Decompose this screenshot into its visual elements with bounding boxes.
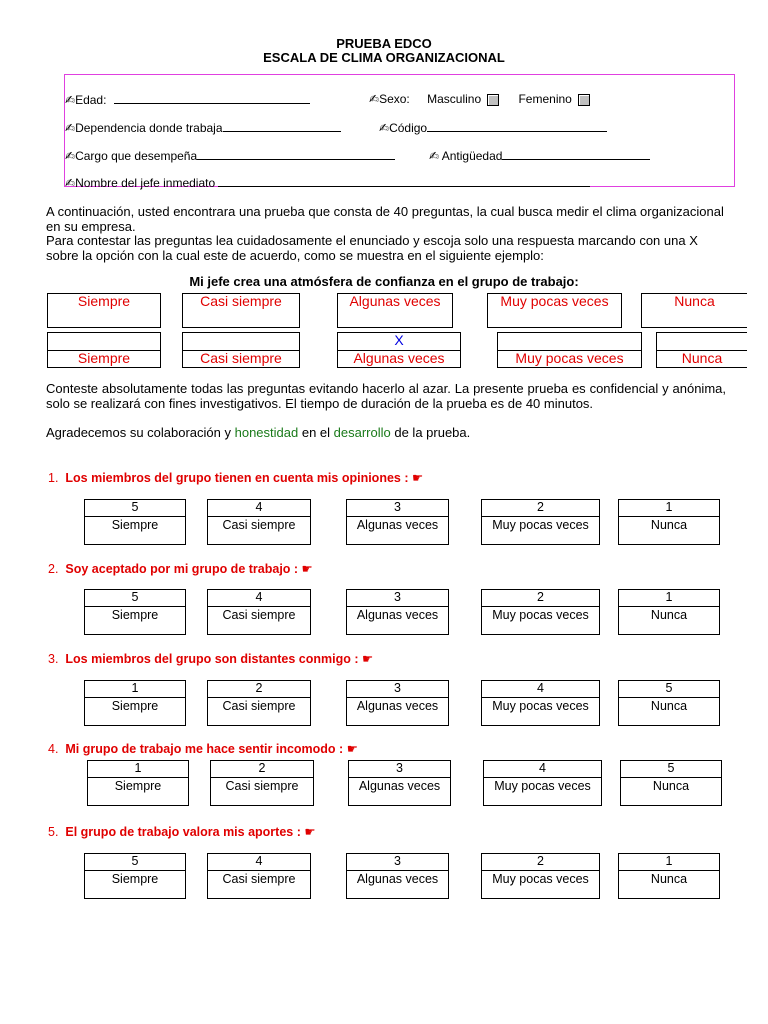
score-number: 4 — [484, 761, 601, 778]
pointing-hand-icon: ☛ — [304, 825, 316, 839]
question-5-option-nunca[interactable] — [618, 853, 720, 899]
score-number: 5 — [85, 590, 185, 607]
codigo-input[interactable] — [427, 120, 607, 132]
example2-option-siempre: Siempre — [47, 332, 161, 368]
question-3-title: 3. Los miembros del grupo son distantes conmigo : ☛ — [48, 652, 374, 666]
question-3-option-algunas-veces[interactable] — [346, 680, 449, 726]
pen-icon: ✍ — [65, 176, 76, 190]
pointing-hand-icon: ☛ — [301, 562, 313, 576]
score-number: 4 — [208, 590, 310, 607]
example-option-siempre: Siempre — [47, 293, 161, 328]
question-1-option-muy-pocas-veces[interactable] — [481, 499, 600, 545]
test-title: PRUEBA EDCO — [336, 36, 432, 51]
option-label: Nunca — [650, 608, 688, 622]
score-number: 1 — [85, 681, 185, 698]
score-number: 2 — [482, 500, 599, 517]
score-number: 4 — [208, 500, 310, 517]
question-4-option-nunca[interactable] — [620, 760, 722, 806]
score-number: 5 — [621, 761, 721, 778]
example-option-nunca: Nunca — [641, 293, 747, 328]
masculino-checkbox[interactable] — [487, 94, 499, 106]
example-option-muy-pocas-veces: Muy pocas veces — [487, 293, 622, 328]
option-label: Casi siempre — [222, 699, 296, 713]
option-label: Algunas veces — [356, 608, 439, 622]
option-label: Siempre — [111, 699, 159, 713]
option-label: Casi siempre — [222, 872, 296, 886]
score-number: 1 — [619, 590, 719, 607]
question-3-option-siempre[interactable] — [84, 680, 186, 726]
instructions-paragraph: Conteste absolutamente todas las preguntas evitando hacerlo al azar. La presente prueba es confidencial y anónima, solo se realizará con fines investigativos. El tiempo de duración de la prueba es de 40 minutos. — [46, 381, 726, 411]
pointing-hand-icon: ☛ — [346, 742, 358, 756]
example2-option-nunca: Nunca — [656, 332, 747, 368]
question-2-title: 2. Soy aceptado por mi grupo de trabajo : ☛ — [48, 562, 313, 576]
pen-icon: ✍ — [65, 121, 76, 135]
question-5-option-siempre[interactable] — [84, 853, 186, 899]
option-label: Nunca — [650, 518, 688, 532]
thanks-paragraph: Agradecemos su colaboración y honestidad en el desarrollo de la prueba. — [46, 425, 471, 440]
example2-option-algunas-veces: X Algunas veces — [337, 332, 461, 368]
option-label: Muy pocas veces — [492, 872, 589, 886]
option-label: Algunas veces — [356, 699, 439, 713]
score-number: 1 — [619, 500, 719, 517]
example-option-casi-siempre: Casi siempre — [182, 293, 300, 328]
pen-icon: ✍ — [379, 121, 390, 135]
score-number: 4 — [482, 681, 599, 698]
option-label: Muy pocas veces — [492, 699, 589, 713]
question-5-option-casi-siempre[interactable] — [207, 853, 311, 899]
option-label: Algunas veces — [356, 872, 439, 886]
edad-input[interactable] — [114, 92, 310, 104]
test-subtitle: ESCALA DE CLIMA ORGANIZACIONAL — [263, 50, 505, 65]
question-3-option-casi-siempre[interactable] — [207, 680, 311, 726]
pen-icon: ✍ — [369, 92, 380, 106]
option-label: Siempre — [111, 518, 159, 532]
option-label: Casi siempre — [222, 518, 296, 532]
option-label: Algunas veces — [358, 779, 441, 793]
option-label: Siempre — [111, 608, 159, 622]
question-4-title: 4. Mi grupo de trabajo me hace sentir incomodo : ☛ — [48, 742, 358, 756]
pen-icon: ✍ — [65, 93, 76, 107]
question-1-title: 1. Los miembros del grupo tienen en cuenta mis opiniones : ☛ — [48, 471, 424, 485]
score-number: 3 — [347, 590, 448, 607]
score-number: 5 — [619, 681, 719, 698]
score-number: 2 — [211, 761, 313, 778]
score-number: 3 — [349, 761, 450, 778]
x-mark: X — [338, 333, 460, 351]
score-number: 1 — [619, 854, 719, 871]
score-number: 3 — [347, 854, 448, 871]
question-1-option-siempre[interactable] — [84, 499, 186, 545]
pen-icon: ✍ — [65, 149, 76, 163]
codigo-field[interactable]: ✍Código — [379, 120, 607, 135]
question-4-option-casi-siempre[interactable] — [210, 760, 314, 806]
question-5-option-muy-pocas-veces[interactable] — [481, 853, 600, 899]
example2-option-muy-pocas-veces: Muy pocas veces — [497, 332, 642, 368]
question-3-option-nunca[interactable] — [618, 680, 720, 726]
question-5-title: 5. El grupo de trabajo valora mis aportes : ☛ — [48, 825, 316, 839]
example-title: Mi jefe crea una atmósfera de confianza en el grupo de trabajo: — [189, 274, 579, 289]
option-label: Muy pocas veces — [494, 779, 591, 793]
question-2-option-casi-siempre[interactable] — [207, 589, 311, 635]
option-label: Nunca — [650, 872, 688, 886]
score-number: 5 — [85, 500, 185, 517]
question-2-option-nunca[interactable] — [618, 589, 720, 635]
question-4-option-algunas-veces[interactable] — [348, 760, 451, 806]
question-2-option-algunas-veces[interactable] — [346, 589, 449, 635]
option-label: Muy pocas veces — [492, 608, 589, 622]
question-4-option-muy-pocas-veces[interactable] — [483, 760, 602, 806]
pointing-hand-icon: ☛ — [361, 652, 374, 666]
option-label: Nunca — [650, 699, 688, 713]
cargo-input[interactable] — [197, 148, 395, 160]
jefe-field[interactable]: ✍Nombre del jefe inmediato — [65, 175, 590, 190]
score-number: 3 — [347, 500, 448, 517]
option-label: Nunca — [652, 779, 690, 793]
sexo-field: ✍Sexo: Masculino Femenino — [369, 92, 590, 106]
intro-paragraph-1: A continuación, usted encontrara una prueba que consta de 40 preguntas, la cual busca medir el clima organizacional en su empresa. — [46, 204, 724, 234]
score-number: 4 — [208, 854, 310, 871]
example2-option-casi-siempre: Casi siempre — [182, 332, 300, 368]
edad-field[interactable]: ✍Edad: — [65, 92, 310, 107]
question-2-option-siempre[interactable] — [84, 589, 186, 635]
question-2-option-muy-pocas-veces[interactable] — [481, 589, 600, 635]
personal-info-box — [64, 74, 735, 190]
option-label: Algunas veces — [356, 518, 439, 532]
dependencia-field[interactable]: ✍Dependencia donde trabaja — [65, 120, 341, 135]
question-5-option-algunas-veces[interactable] — [346, 853, 449, 899]
score-number: 5 — [85, 854, 185, 871]
option-label: Siempre — [114, 779, 162, 793]
score-number: 2 — [208, 681, 310, 698]
antiguedad-input[interactable] — [502, 148, 650, 160]
antiguedad-field[interactable]: ✍ Antigüedad — [429, 148, 650, 163]
cargo-field[interactable]: ✍Cargo que desempeña — [65, 148, 395, 163]
question-1-option-nunca[interactable] — [618, 499, 720, 545]
score-number: 3 — [347, 681, 448, 698]
option-label: Casi siempre — [225, 779, 299, 793]
score-number: 2 — [482, 854, 599, 871]
question-1-option-casi-siempre[interactable] — [207, 499, 311, 545]
example-option-algunas-veces: Algunas veces — [337, 293, 453, 328]
score-number: 2 — [482, 590, 599, 607]
intro-paragraph-2: Para contestar las preguntas lea cuidadosamente el enunciado y escoja solo una respuesta marcando con una X sobre la opción con la cual este de acuerdo, como se muestra en el siguiente ejemplo: — [46, 233, 698, 263]
question-3-option-muy-pocas-veces[interactable] — [481, 680, 600, 726]
pen-icon: ✍ — [429, 149, 440, 163]
question-1-option-algunas-veces[interactable] — [346, 499, 449, 545]
score-number: 1 — [88, 761, 188, 778]
option-label: Muy pocas veces — [492, 518, 589, 532]
option-label: Casi siempre — [222, 608, 296, 622]
jefe-input[interactable] — [218, 175, 590, 187]
option-label: Siempre — [111, 872, 159, 886]
dependencia-input[interactable] — [223, 120, 341, 132]
pointing-hand-icon: ☛ — [411, 471, 424, 485]
femenino-checkbox[interactable] — [578, 94, 590, 106]
question-4-option-siempre[interactable] — [87, 760, 189, 806]
